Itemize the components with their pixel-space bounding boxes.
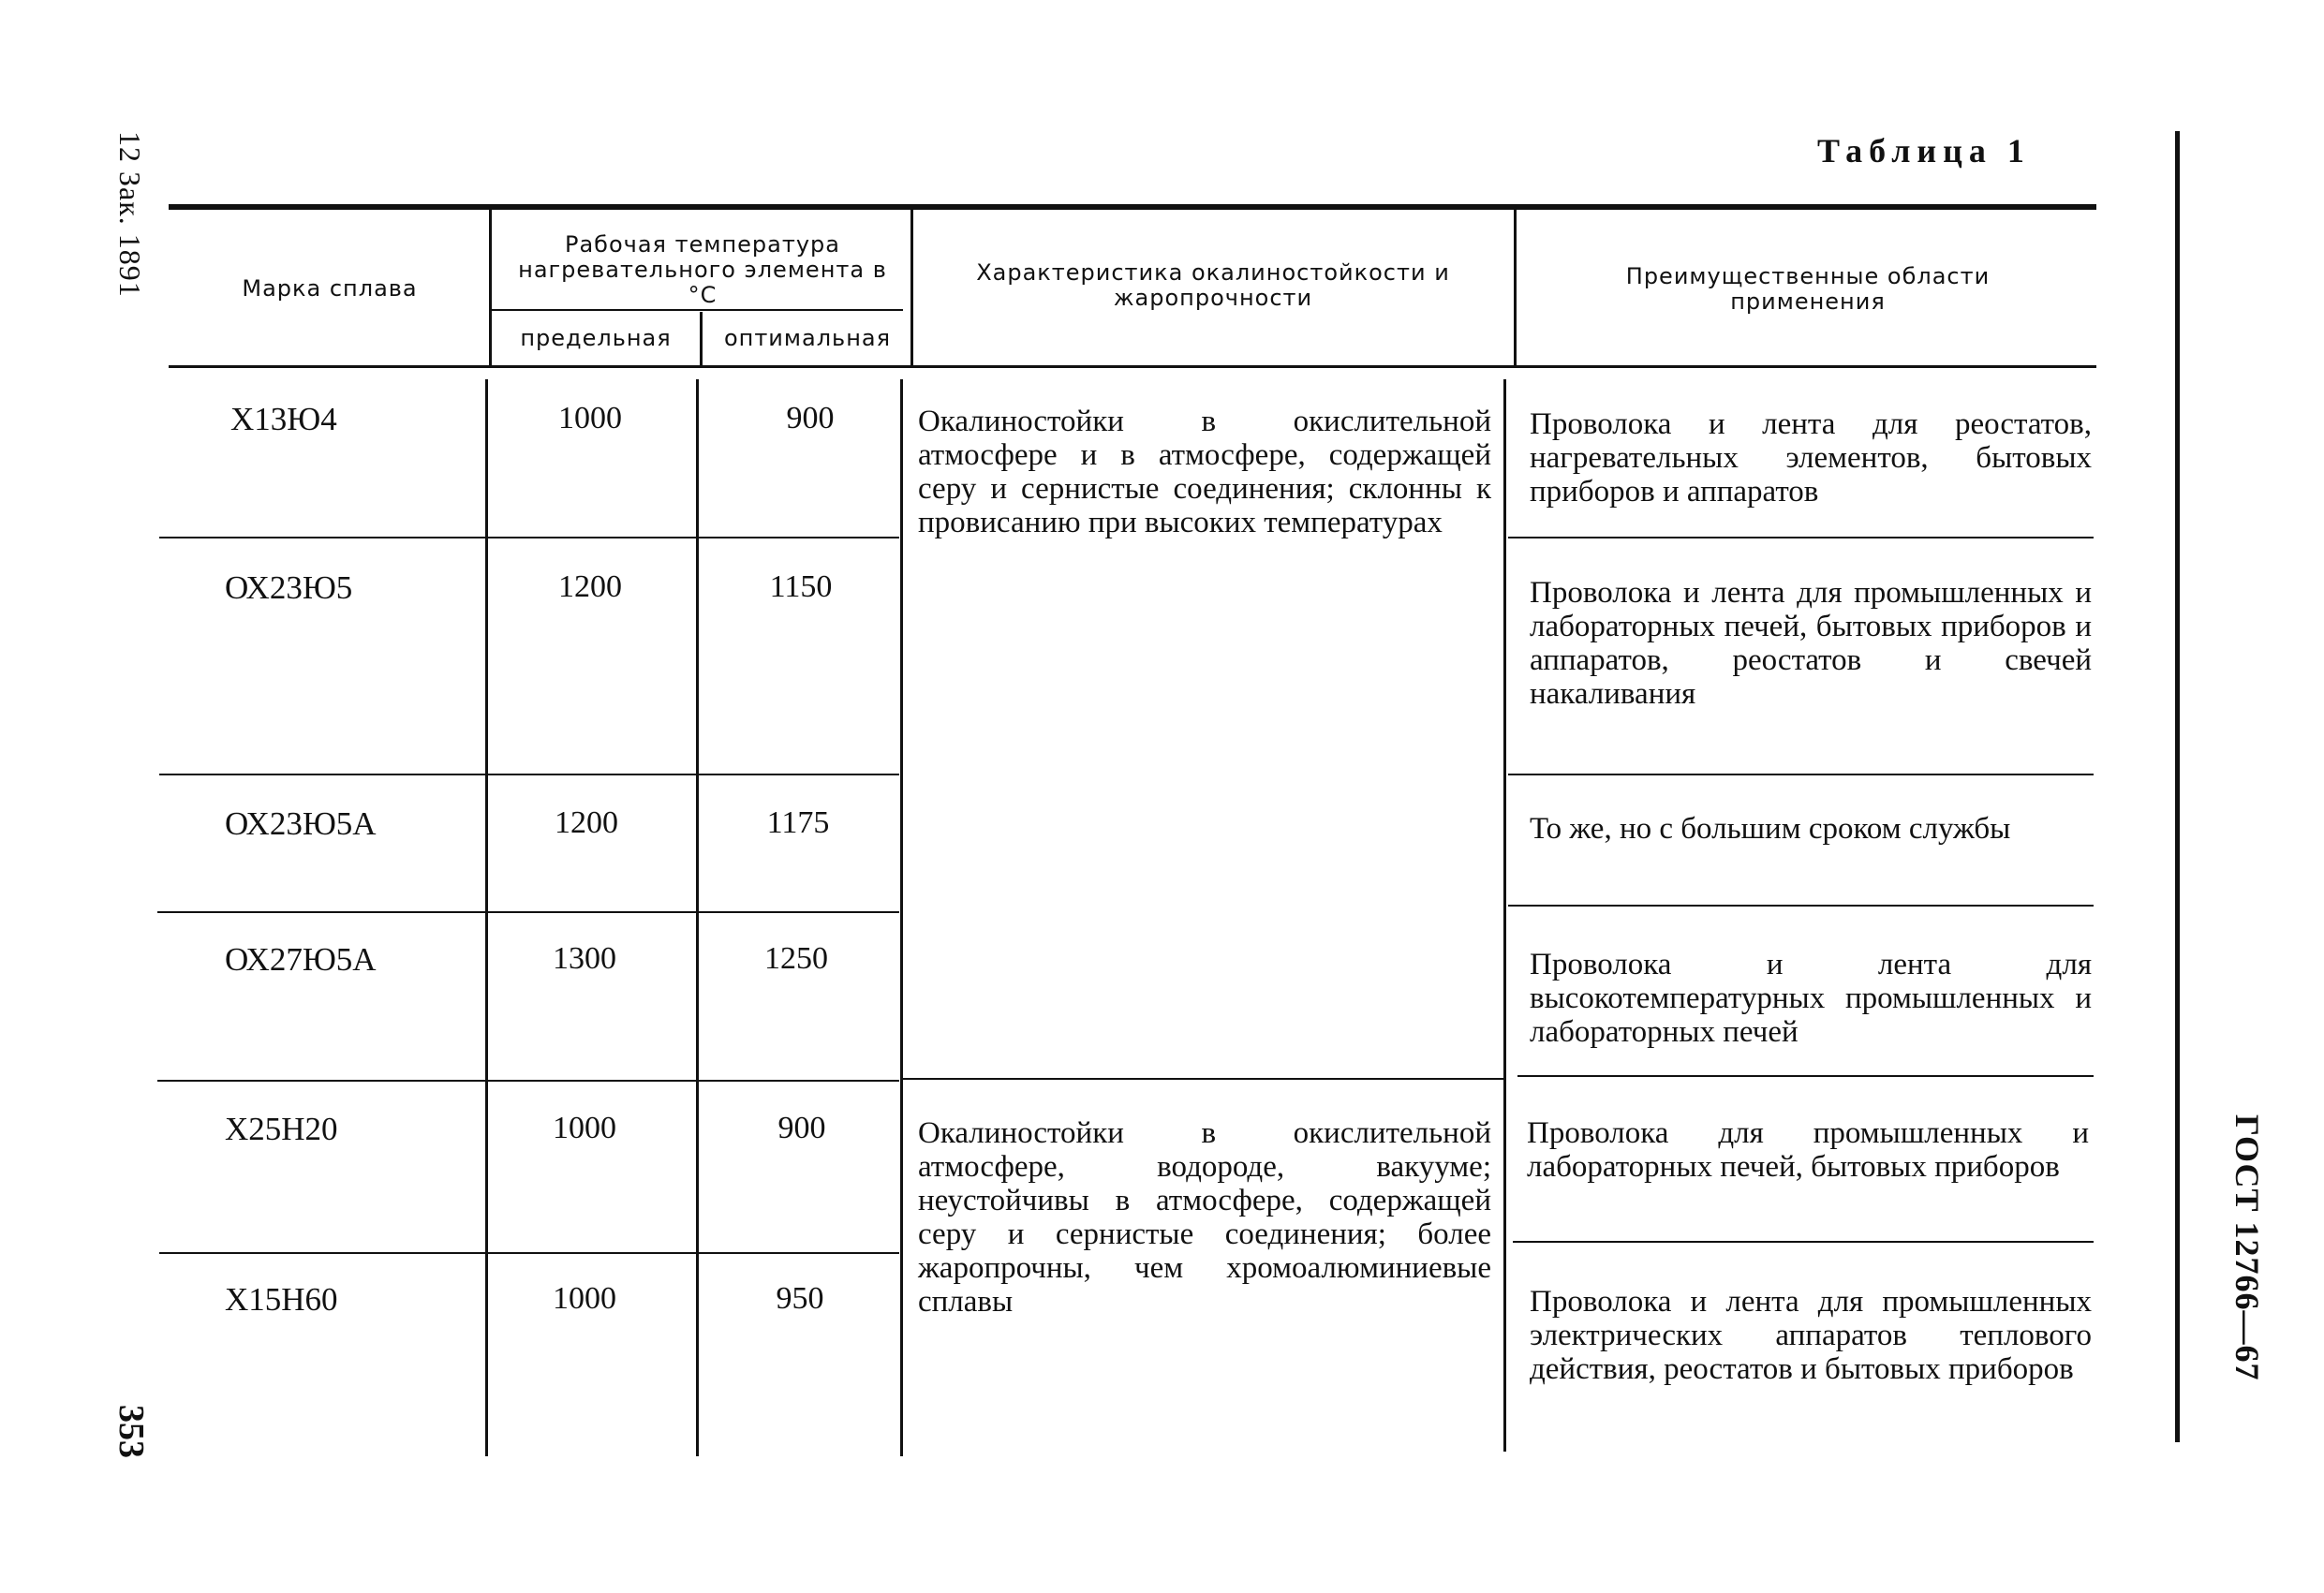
header-bottom-rule (169, 365, 2096, 368)
temp-optimal-cell: 950 (776, 1281, 824, 1316)
temp-optimal-cell: 900 (786, 401, 835, 435)
temp-optimal-cell: 1250 (764, 941, 828, 976)
row-rule (1508, 537, 2094, 538)
temp-optimal-cell: 1175 (766, 805, 830, 840)
header-divider (489, 210, 492, 365)
temp-subheader-rule (491, 309, 903, 311)
header-temp-limit: предельная (520, 325, 672, 351)
characteristic-cell: Окалиностойки в окислительной атмосфере, водороде, вакууме; неустойчивы в атмосфере, содержащей серу и сернистые соединения; более жаропрочны, чем хромоалюминиевые сплавы (918, 1116, 1491, 1319)
header-grade: Марка сплава (242, 275, 418, 302)
row-rule (1508, 774, 2094, 775)
header-temperature: Рабочая температура нагревательного элемента в °C (518, 231, 887, 308)
column-rule (1503, 379, 1506, 1452)
temp-optimal-cell: 900 (777, 1111, 826, 1145)
row-rule (157, 1080, 899, 1082)
temp-optimal-cell: 1150 (769, 569, 833, 604)
application-cell: Проволока и лента для высокотемпературных промышленных и лабораторных печей (1530, 948, 2092, 1049)
header-divider (910, 210, 913, 365)
header-temp-optimal: оптимальная (723, 325, 892, 351)
temp-limit-cell: 1200 (555, 805, 618, 840)
row-rule (1513, 1241, 2094, 1243)
grade-cell: ОХ27Ю5А (225, 941, 377, 978)
row-rule (1508, 905, 2094, 907)
temp-limit-cell: 1200 (558, 569, 622, 604)
header-divider (1514, 210, 1517, 365)
grade-cell: Х15Н60 (225, 1281, 338, 1318)
order-note: 12 Зак. 1891 (113, 131, 147, 298)
standard-label: ГОСТ 12766—67 (2228, 1114, 2266, 1381)
temp-limit-cell: 1300 (553, 941, 616, 976)
row-rule (159, 537, 899, 538)
right-margin-rule (2175, 131, 2180, 1442)
table-top-rule (169, 204, 2096, 210)
column-rule (696, 379, 699, 1456)
application-cell: Проволока для промышленных и лабораторных печей, бытовых приборов (1527, 1116, 2089, 1184)
row-rule (159, 774, 899, 775)
row-rule (157, 911, 899, 913)
header-divider (700, 312, 703, 365)
application-cell: Проволока и лента для реостатов, нагревательных элементов, бытовых приборов и аппаратов (1530, 407, 2092, 509)
temp-limit-cell: 1000 (558, 401, 622, 435)
grade-cell: Х25Н20 (225, 1111, 338, 1147)
header-characteristic: Характеристика окалиностойкости и жаропрочности (976, 259, 1450, 311)
application-cell: Проволока и лента для промышленных электрических аппаратов теплового действия, реостатов и бытовых приборов (1530, 1285, 2092, 1386)
characteristic-cell: Окалиностойки в окислительной атмосфере и в атмосфере, содержащей серу и сернистые соединения; склонны к провисанию при высоких температурах (918, 405, 1491, 539)
temp-limit-cell: 1000 (553, 1111, 616, 1145)
column-rule (485, 379, 488, 1456)
table-title: Таблица 1 (1817, 132, 2031, 170)
header-applications: Преимущественные области применения (1625, 263, 1991, 315)
grade-cell: Х13Ю4 (230, 401, 337, 437)
row-rule (159, 1252, 899, 1254)
grade-cell: ОХ23Ю5А (225, 805, 377, 842)
application-cell: То же, но с большим сроком службы (1530, 812, 2011, 846)
temp-limit-cell: 1000 (553, 1281, 616, 1316)
row-rule (1517, 1075, 2094, 1077)
column-rule (900, 379, 903, 1456)
application-cell: Проволока и лента для промышленных и лабораторных печей, бытовых приборов и аппаратов, реостатов и свечей накаливания (1530, 576, 2092, 711)
page-number: 353 (111, 1405, 151, 1458)
group-rule (902, 1078, 1503, 1080)
grade-cell: ОХ23Ю5 (225, 569, 353, 606)
